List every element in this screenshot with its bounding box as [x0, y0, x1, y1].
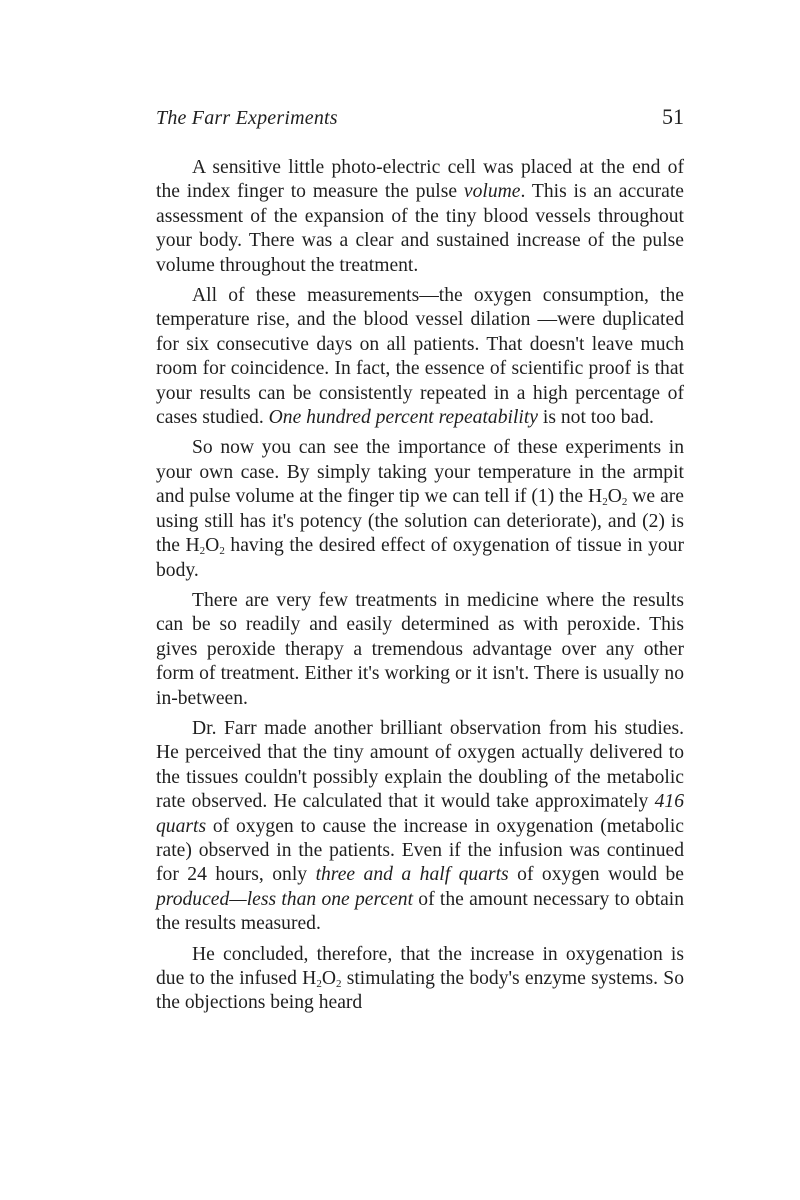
text-run: O: [205, 535, 220, 557]
subscript: 2: [621, 496, 628, 509]
book-page: [156, 104, 684, 1022]
paragraph-few-treatments: [156, 589, 684, 711]
text-run: He concluded, therefore, that the increase in oxygenation is due to the infused H: [156, 943, 684, 989]
text-run: Dr. Farr made another brilliant observation from his studies. He perceived that the tiny amount of oxygen actually delivered to the tissues couldn't possibly explain the doubling of the metabolic rate observed. He calculated that it would take approximately: [156, 717, 684, 813]
text-run: . This is an accurate assessment of the expansion of the tiny blood vessels throughout your body. There was a clear and sustained increase of the pulse volume throughout the treatment.: [156, 181, 684, 276]
text-run: A sensitive little photo-electric cell was placed at the end of the index finger to measure the pulse: [156, 157, 684, 203]
body-text: [156, 156, 684, 1016]
paragraph-farr-observation: [156, 717, 684, 937]
subscript: 2: [316, 978, 322, 990]
emphasis-416-quarts: 416 quarts: [156, 791, 684, 837]
text-run: we are using still has it's potency (the solution can deteriorate), and (2) is the H: [156, 486, 684, 557]
text-run: is not too bad.: [537, 407, 654, 429]
text-run: There are very few treatments in medicine where the results can be so readily and easily determined as with peroxide. This gives peroxide therapy a tremendous advantage over any other form of treatment. Either it's working or it isn't. There is usually no in-between.: [156, 589, 684, 709]
subscript: 2: [602, 496, 608, 509]
text-run: of oxygen would be: [508, 864, 685, 886]
text-run: having the desired effect of oxygenation of tissue in your body.: [156, 535, 684, 581]
text-run: of the amount necessary to obtain the results measured.: [156, 888, 685, 935]
paragraph-pulse-volume: [156, 156, 684, 278]
emphasis-repeatability: One hundred percent repeatability: [268, 407, 538, 429]
text-run: So now you can see the importance of these experiments in your own case. By simply taking your temperature in the armpit and pulse volume at the finger tip we can tell if (1) the H: [156, 437, 684, 508]
text-run: O: [607, 486, 622, 508]
emphasis-volume: volume: [463, 181, 521, 203]
text-run: O: [321, 968, 336, 989]
emphasis-produced: produced—less than one percent: [156, 888, 414, 910]
page-number: 51: [662, 104, 684, 129]
subscript: 2: [219, 545, 225, 558]
paragraph-measurements: [156, 284, 684, 430]
subscript: 2: [199, 545, 206, 558]
running-header: [156, 104, 684, 144]
paragraph-conclusion: [156, 943, 684, 1016]
text-run: stimulating the body's enzyme systems. So the objections being heard: [156, 968, 684, 1014]
emphasis-three-and-a-half-quarts: three and a half quarts: [315, 864, 509, 886]
running-title: The Farr Experiments: [156, 107, 338, 129]
text-run: of oxygen to cause the increase in oxygenation (metabolic rate) observed in the patients. Even if the infusion was continued for 24 hours, only: [156, 815, 684, 886]
text-run: All of these measurements—the oxygen consumption, the temperature rise, and the blood vessel dilation —were duplicated for six consecutive days on all patients. That doesn't leave much room for coincidence. In fact, the essence of scientific proof is that your results can be consistently repeated in a high percentage of cases studied.: [156, 285, 684, 429]
subscript: 2: [335, 978, 342, 990]
paragraph-importance: [156, 436, 684, 582]
